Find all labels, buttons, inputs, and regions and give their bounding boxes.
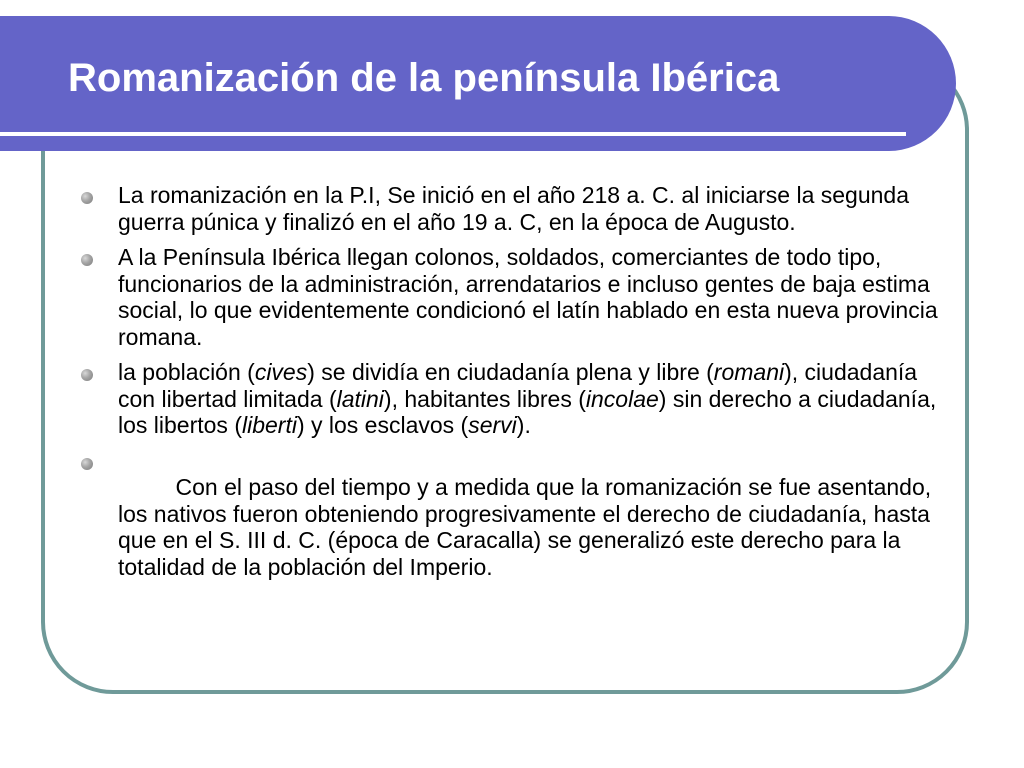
latin-term: latini <box>336 385 384 412</box>
latin-term: romani <box>713 359 785 385</box>
bullet-list <box>78 182 958 616</box>
bullet-text-segment: La romanización en la P.I, Se inició en el año 218 a. C. al iniciarse la segunda guerra púnica y finalizó en el año 19 a. C, en la época de Augusto. <box>118 182 910 235</box>
bullet-text-segment: ), ciudadanía con libertad limitada ( <box>118 359 918 412</box>
bullet-text <box>118 182 958 235</box>
latin-term: cives <box>254 359 308 385</box>
title-underline <box>0 132 906 136</box>
slide-title: Romanización de la península Ibérica <box>68 56 780 100</box>
bullet-item <box>78 448 958 607</box>
bullet-item <box>78 359 958 439</box>
bullet-text-segment: ) y los esclavos ( <box>296 412 469 438</box>
bullet-text-segment: ). <box>516 412 531 438</box>
latin-term: servi <box>468 412 517 438</box>
bullet-text <box>118 244 958 350</box>
bullet-item <box>78 182 958 235</box>
bullet-dot-icon <box>81 369 93 381</box>
bullet-text-segment: ) se dividía en ciudadanía plena y libre ( <box>307 359 714 385</box>
latin-term: liberti <box>241 412 297 438</box>
bullet-item <box>78 244 958 350</box>
bullet-text <box>118 448 958 607</box>
bullet-text-segment: A la Península Ibérica llegan colonos, soldados, comerciantes de todo tipo, funcionarios de la administración, arrendatarios e incluso gentes de baja estima social, lo que evidentemente condicionó el latín hablado en esta nueva provincia romana. <box>118 244 938 350</box>
bullet-text-segment: Con el paso del tiempo y a medida que la romanización se fue asentando, los nativos fueron obteniendo progresivamente el derecho de ciudadanía, hasta que en el S. III d. C. (época de Caracalla) se generalizó este derecho para la totalidad de la población del Imperio. <box>118 474 938 580</box>
bullet-text <box>118 359 958 439</box>
bullet-dot-icon <box>81 254 93 266</box>
bullet-dot-icon <box>81 458 93 470</box>
bullet-text-segment: ) sin derecho a ciudadanía, los libertos ( <box>118 385 937 438</box>
latin-term: incolae <box>585 385 659 412</box>
bullet-text-segment: ), habitantes libres ( <box>383 385 586 412</box>
bullet-dot-icon <box>81 192 93 204</box>
bullet-text-segment: la población ( <box>118 359 255 385</box>
